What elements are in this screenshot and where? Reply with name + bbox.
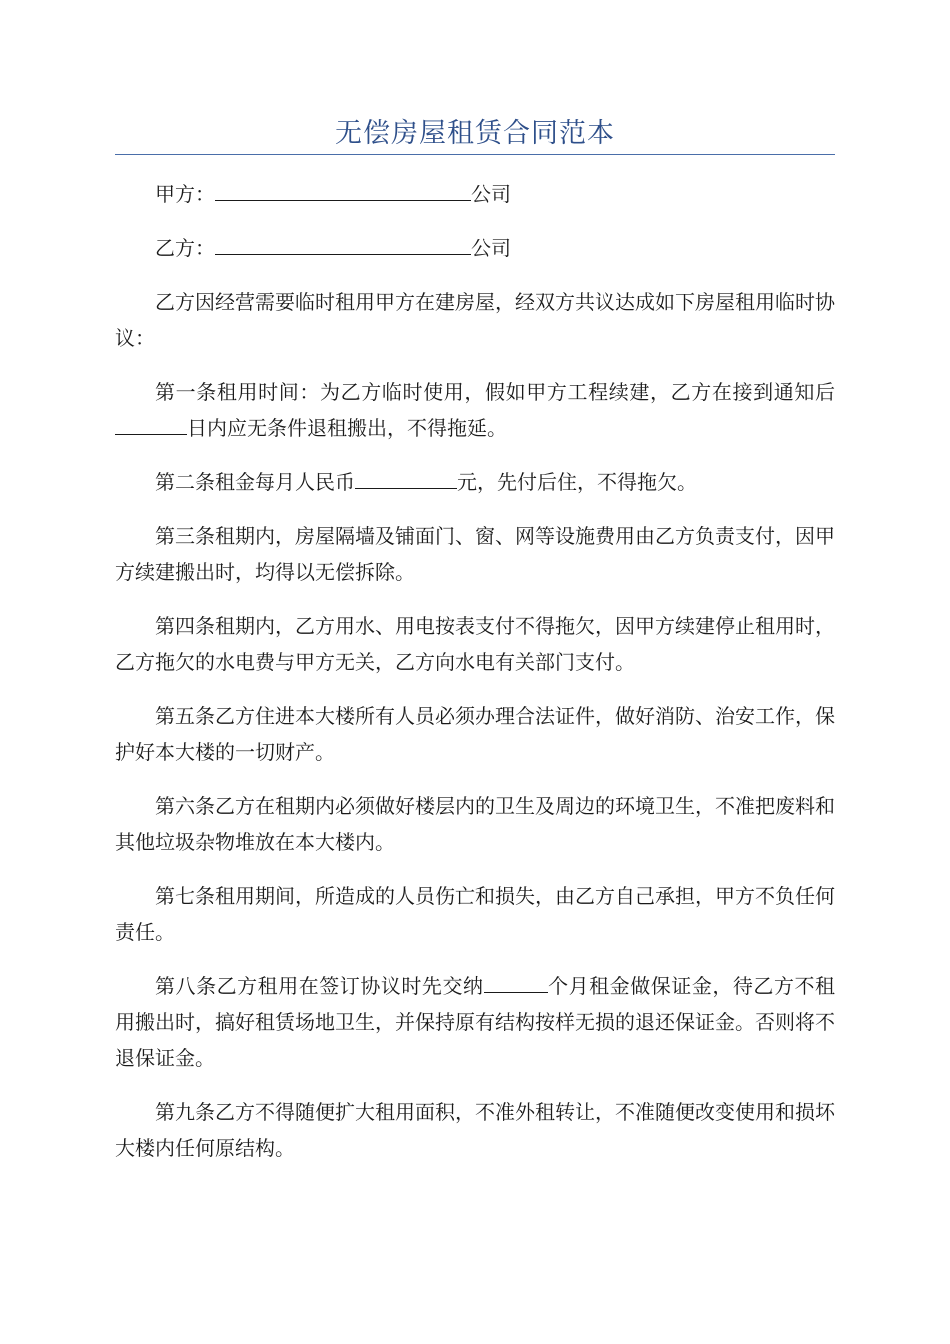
article-1-text-b: 日内应无条件退租搬出，不得拖延。	[187, 416, 507, 440]
article-1	[115, 374, 835, 446]
article-8-blank	[484, 968, 548, 993]
article-7: 第七条租用期间，所造成的人员伤亡和损失，由乙方自己承担，甲方不负任何责任。	[115, 884, 835, 944]
document-body	[115, 176, 835, 1184]
party-b-line	[115, 230, 835, 266]
party-a-suffix: 公司	[471, 182, 511, 206]
party-b-label: 乙方：	[155, 236, 215, 260]
article-6: 第六条乙方在租期内必须做好楼层内的卫生及周边的环境卫生，不准把废料和其他垃圾杂物堆放在本大楼内。	[115, 794, 835, 854]
article-2	[115, 464, 835, 500]
article-8-text-b: 个月租金做保证金，待乙方不租用搬出时，搞好租赁场地卫生，并保持原有结构按样无损的退还保证金。否则将不退保证金。	[115, 974, 836, 1070]
article-2-text-b: 元，先付后住，不得拖欠。	[457, 470, 697, 494]
article-4: 第四条租期内，乙方用水、用电按表支付不得拖欠，因甲方续建停止租用时，乙方拖欠的水电费与甲方无关，乙方向水电有关部门支付。	[115, 614, 835, 674]
intro-paragraph: 乙方因经营需要临时租用甲方在建房屋，经双方共议达成如下房屋租用临时协议：	[115, 290, 835, 350]
article-1-text-a: 第一条租用时间：为乙方临时使用，假如甲方工程续建，乙方在接到通知后	[155, 380, 835, 404]
party-a-line	[115, 176, 835, 212]
party-a-label: 甲方：	[155, 182, 215, 206]
article-2-text-a: 第二条租金每月人民币	[155, 470, 355, 494]
title-divider	[115, 154, 835, 155]
article-8	[115, 968, 835, 1076]
document-title: 无偿房屋租赁合同范本	[335, 118, 615, 149]
article-3: 第三条租期内，房屋隔墙及铺面门、窗、网等设施费用由乙方负责支付，因甲方续建搬出时，均得以无偿拆除。	[115, 524, 835, 584]
article-9: 第九条乙方不得随便扩大租用面积，不准外租转让，不准随便改变使用和损坏大楼内任何原结构。	[115, 1100, 835, 1160]
article-2-blank	[355, 464, 457, 489]
party-b-suffix: 公司	[471, 236, 511, 260]
party-a-blank	[215, 176, 471, 201]
article-1-blank	[115, 410, 187, 435]
article-8-text-a: 第八条乙方租用在签订协议时先交纳	[155, 974, 484, 998]
article-5: 第五条乙方住进本大楼所有人员必须办理合法证件，做好消防、治安工作，保护好本大楼的一切财产。	[115, 704, 835, 764]
party-b-blank	[215, 230, 471, 255]
